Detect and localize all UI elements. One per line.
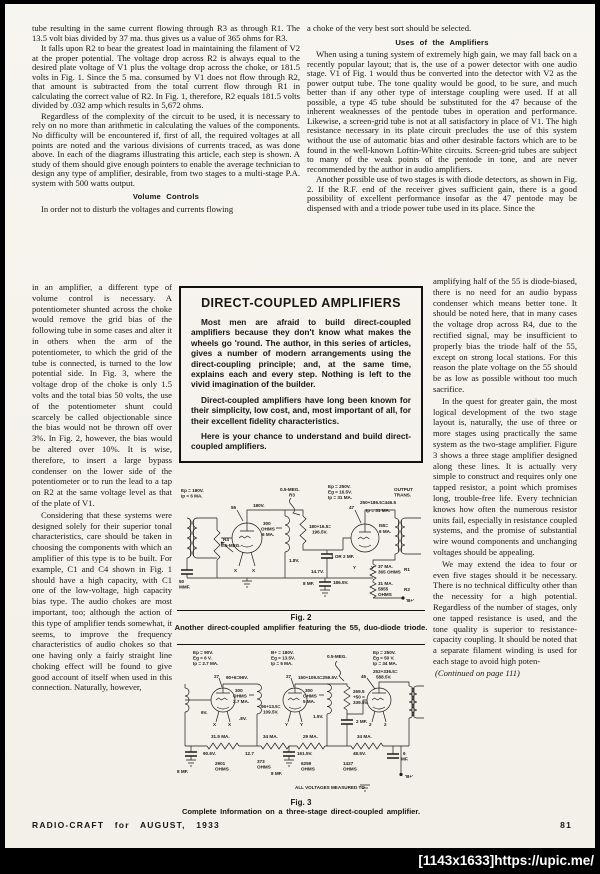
fig3-label: X — [213, 722, 217, 727]
fig2-label: Ep = 250V. — [328, 484, 351, 489]
fig3-label: 6259 — [301, 761, 312, 766]
fig3-label: 2.7 MA. — [233, 699, 250, 704]
fig2-label: 'B+' — [406, 598, 415, 603]
fig2-label: 180V. — [253, 503, 265, 508]
watermark-text: [1143x1633]https://upic.me/ — [418, 853, 594, 868]
fig3-title: Fig. 3 — [290, 798, 312, 807]
fig3-label: OHMS — [257, 764, 271, 770]
grounds — [242, 581, 330, 596]
fig3-label: 45 — [361, 674, 367, 679]
paragraph: In the quest for greater gain, the most logical development of the two stage layout is, naturally, the use of three or more stages using practically the same system as the two-stage amplifier. Figure 3 shows a three stage amplifier designed along these lines. It is actually very simple to construct and requires only one tapped resistor, a point which promises long, trouble-free life. Every technician knows how often the numerous resistor units fail, especially in resistance coupled systems, and the promise of substantial wire wound components and unchanging voltages should be appealing. — [433, 395, 577, 557]
fig3-drawing — [185, 661, 424, 791]
fig3-label: 252+336.5= — [373, 669, 398, 674]
fig2-label: OUTPUT — [394, 487, 413, 492]
junction-dot — [401, 596, 404, 599]
fig3-label: 339.5V. — [353, 700, 369, 705]
fig2-label: 1 OR 2 MF. — [331, 554, 355, 559]
fig2-label: 180+16.5= — [309, 524, 331, 529]
promo-paragraph: Here is your chance to understand and build direct-coupled amplifiers. — [191, 431, 411, 452]
divider-rule — [177, 610, 425, 611]
fig3-label: OHMS — [233, 693, 247, 699]
fig3-label: 48.5V. — [353, 751, 366, 756]
fig2-label: 31 MA. — [378, 581, 393, 586]
fig3-label: 8 MF. — [271, 771, 283, 776]
fig3-label: 29 MA. — [303, 734, 318, 739]
fig3-label: Ep = 250V. — [373, 650, 396, 655]
fig2-label: OHMS — [261, 526, 275, 532]
fig2-label: Eg = 16.5V. — [328, 489, 352, 495]
fig3-label: Eg = 6 V. — [193, 655, 212, 661]
promo-paragraph: Direct-coupled amplifiers have long been known for their simplicity, low cost, and, most important of all, for their excellent fidelity characteristics. — [191, 394, 411, 426]
fig3-label: 2 — [384, 722, 387, 727]
paragraph: When using a tuning system of extremely high gain, we may fall back on a recently popular layout; that is, the use of a power detector with one audio stage. V1 of Fig. 1 would thus be converted into the detector with V2 as the power output tube. The tone quality would be good, to be sure, and much better than if any other type of interstage coupling were used. If at all possible, a type 45 tube should be substituted for the 47 because of the inherent weaknesses of the pentode tubes in operation and performance. Likewise, a screen-grid tube is not at all satisfactory in place of V1. The high resistance necessary in its plate circuit precludes the use of this system without the use of automatic bias and other desirable factors which are to be found in the well-known Loftin-White circuits. Screen-grid tubes are subject to many of the weak points of the pentode in tone, and are never recommended by the author in audio amplifiers. — [307, 49, 577, 174]
fig2-label: 0.5-MEG. — [221, 543, 241, 548]
coils — [187, 516, 405, 558]
fig3-label: 109.5V. — [263, 709, 279, 715]
fig2-caption: Another direct-coupled amplifier featuring the 55, duo-diode triode. — [174, 623, 428, 632]
figure-2 — [177, 482, 425, 610]
fig2-label: X — [234, 568, 238, 573]
fig2-label: 250+186.5=446.5 — [360, 500, 397, 505]
fig3-label: 300 — [235, 688, 243, 693]
coils — [185, 684, 417, 718]
fig3-label: Ip = 2.7 MA. — [193, 661, 219, 666]
footer-magazine-title: RADIO-CRAFT for AUGUST, 1933 — [32, 820, 220, 830]
fig3-label: +50 = — [353, 694, 365, 700]
fig2-label: Y — [371, 565, 375, 570]
fig2-label: 186.5V. — [333, 580, 349, 585]
fig2-label: OHMS — [378, 592, 392, 597]
fig3-label: 0.5-MEG. — [327, 654, 347, 659]
fig3-label: MF. — [401, 756, 409, 762]
fig3-label: B+ = 180V. — [271, 650, 294, 655]
left-column-top — [32, 24, 300, 215]
fig3-label: 2 MF. — [356, 719, 368, 724]
left-column-narrow — [32, 282, 172, 694]
fig3-label: 27 — [286, 674, 292, 679]
fig2-label: Ep = 180V. — [181, 488, 204, 493]
fig3-label: Eg = 13.5V. — [271, 655, 295, 661]
fig3-labels — [177, 650, 413, 790]
fig3-label: Ep = 90V. — [193, 650, 214, 655]
fig3-label: X — [228, 722, 232, 727]
paragraph: Another possible use of two stages is with diode detectors, as shown in Fig. 2. If the R.F. end of the receiver gives sufficient gain, there is a good possibility of excellent performance insofar as the 47 pentode may be dispensed with and a triode power tube used in its place. Since the — [307, 174, 577, 213]
fig2-label: I55= — [379, 523, 389, 528]
fig3-label: Y — [285, 722, 289, 727]
fig2-schematic — [177, 482, 425, 610]
fig2-label: 55 — [231, 505, 237, 510]
figure-3 — [177, 648, 425, 796]
fig2-label: X — [252, 568, 256, 573]
fig2-label: 37 MA. — [378, 564, 393, 569]
watermark-bar — [0, 848, 600, 874]
fig3-label: .8V. — [239, 716, 247, 721]
fig3-label: 96+13.5= — [261, 704, 281, 709]
fig2-label: 365 OHMS — [378, 569, 401, 575]
continued-note: (Continued on page 111) — [435, 667, 520, 678]
fig3-label: OHMS — [343, 766, 357, 772]
paragraph: a choke of the very best sort should be selected. — [307, 23, 472, 33]
fig3-label: 300 — [305, 688, 313, 693]
fig3-label: ALL VOLTAGES MEASURED TO — [295, 785, 365, 790]
fig2-label: R1 — [404, 567, 410, 572]
promo-box-title: DIRECT-COUPLED AMPLIFIERS — [201, 296, 401, 310]
magazine-page — [5, 4, 595, 848]
fig2-label: R2 — [404, 587, 410, 592]
fig2-label: Ip = 31 MA. — [366, 508, 391, 513]
fig3-label: 90+6=96V. — [226, 675, 249, 680]
fig3-label: 34 MA. — [357, 734, 372, 739]
right-column-narrow — [433, 276, 577, 679]
fig3-label: OHMS — [301, 766, 315, 772]
fig3-label: Y — [300, 722, 304, 727]
fig2-label: 50 — [179, 579, 185, 584]
fig3-label: Ip = 34 MA. — [373, 661, 398, 666]
fig3-label: 161.5V. — [297, 751, 313, 756]
fig3-label: 269.5 — [353, 689, 365, 694]
page-number: 81 — [560, 820, 572, 830]
fig2-label: 6 MA. — [379, 529, 392, 534]
fig3-label: 6 — [403, 751, 406, 756]
fig3-label: 1.5V. — [313, 714, 324, 719]
fig3-schematic — [177, 648, 425, 796]
paragraph: Regardless of the complexity of the circuit to be used, it is necessary to rely on no more than arithmetic in calculating the values of the components. No difficulty will be encountered if, first of all, the required voltages at all points are noted and the various divisions of currents traced, as was done above. In each of the diagrams illustrating this article, each step is shown. A study of them should give enough pointers to enable the average technician to design any type of amplifier, desirable, from two stages to a multi-stage P.A. system with 500 watts output. — [32, 110, 300, 188]
section-heading-uses: Uses of the Amplifiers — [395, 37, 489, 47]
junction-dot — [399, 773, 402, 776]
fig3-label: 2 — [369, 722, 372, 727]
paragraph: Considering that these systems were designed solely for their superior tonal characteristics, care should be taken in choosing the components with which an amplifier of this type is to be built. For example, C1 and C4 shown in Fig. 1 should have a high capacity, with C1 one of the low-voltage, high capacity bias type. The audio chokes are most important, too; although the action of this type of amplifier tends somewhat, it seems, to improve the frequency characteristics of audio chokes so that one having only a fairly straight line choking effect will be found to give good account of itself when used in this connection. Naturally, however, — [32, 509, 172, 693]
fig2-label: R3 — [289, 492, 295, 498]
fig2-label: 196.5V. — [312, 529, 328, 535]
paragraph: In order not to disturb the voltages and currents flowing — [41, 203, 234, 214]
divider-rule — [177, 644, 425, 645]
fig2-label: 8 MF. — [303, 581, 315, 586]
fig2-label: 6 MA. — [262, 532, 275, 537]
fig2-label: Y — [353, 565, 357, 570]
fig2-label: MMF. — [179, 584, 191, 590]
fig3-label: 31.5 MA. — [211, 734, 230, 739]
promo-box — [179, 286, 423, 463]
fig2-label: Ip = 31 MA. — [328, 495, 353, 500]
fig3-label: 12.7 — [245, 751, 254, 756]
section-heading-volume-controls: Volume Controls — [132, 192, 200, 202]
fig3-label: 5 MA. — [303, 699, 316, 704]
fig3-label: 34 MA. — [263, 734, 278, 739]
fig2-labels — [179, 484, 414, 603]
paragraph: amplifying half of the 55 is diode-biased, there is no need for an audio bypass condenser which means better tone. It should be noted here, that in many cases the voltage drop across R4, due to the rectified signal, may be insufficient to properly bias the triode half of the 55, except on strong local stations. For this reason the plate voltage on the 55 should be as low as possible without too much sacrifice. — [433, 276, 577, 394]
fig3-label: 'B+' — [405, 774, 414, 779]
promo-paragraph: Most men are afraid to build direct-coupled amplifiers because they don't know what makes the wheels go 'round. The author, in this series of articles, gives a number of modern arrangements using the direct-coupling principle; and, at the same time, explains each and every step. Nothing is left to the vivid imagination of the builder. — [191, 317, 411, 390]
fig3-label: 373 — [257, 759, 265, 764]
fig2-label: 0.5-MEG. — [280, 487, 300, 492]
fig3-label: 27 — [214, 674, 220, 679]
fig2-label: 47 — [349, 505, 355, 510]
capacitors — [185, 720, 399, 758]
fig2-title: Fig. 2 — [290, 613, 312, 622]
fig2-label: 5855 — [378, 586, 389, 592]
right-column-top — [307, 24, 577, 214]
fig3-label: OHMS — [303, 693, 317, 699]
paragraph: in an amplifier, a different type of volume control is necessary. A potentiometer shunted across the choke would remove the grid bias of the following tube in some cases and alter it in others when the arm of the potentiometer, to which the grid of the tube is connected, is turned to the low potential side. In Fig. 3, where the voltage drop of the choke is only 1.5 volts and the total bias 50 volts, the use of the potentiometer shunt could scarcely be called objectionable since the bias would not be thrown off over 3%. In Fig. 2, however, the bias would be altered over 10%. It is wise, therefore, to insert a large bypass condenser on the lower side of the potentiometer or to run the lead to a tap on R2 at the same voltage level as that of the plate of V1. — [32, 282, 172, 508]
fig2-label: TRANS. — [394, 492, 412, 498]
fig2-label: 14.7V. — [311, 569, 324, 574]
fig3-label: 8 MF. — [177, 769, 189, 774]
fig3-label: Ip = 5 MA. — [271, 661, 293, 666]
fig2-label: R4 — [223, 537, 229, 542]
fig3-label: 6V. — [201, 710, 208, 715]
fig3-label: 2901 — [215, 761, 226, 766]
fig3-label: 150+109.5=259.5V. — [298, 675, 338, 680]
fig3-label: 588.5V. — [376, 674, 392, 680]
fig3-caption: Complete Information on a three-stage direct-coupled amplifier. — [181, 807, 421, 816]
fig3-label: 1427 — [343, 761, 354, 766]
fig2-label: 300 — [263, 521, 271, 526]
fig3-label: OHMS — [215, 766, 229, 772]
page-footer — [32, 820, 572, 830]
fig2-label: Ip = 6 MA. — [181, 493, 203, 499]
fig3-label: 90.6V. — [203, 751, 216, 756]
paragraph: We may extend the idea to four or even five stages should it be necessary. There is no technical difficulty other than the necessity for a high potential. Regardless of the number of stages, only one tapped resistance is used, and the tone quality is superior to resistance-capacity coupling. It should be noted that a separate filament winding is used for each stage to avoid high poten- — [433, 558, 577, 666]
fig2-label: 1.8V. — [289, 558, 300, 563]
paragraph: tube resulting in the same current flowing through R3 as through R1. The 13.5 volt bias divided by 37 ma. thus gives us a value of 365 ohms for R3. — [32, 23, 300, 43]
paragraph: It falls upon R2 to bear the greatest load in maintaining the filament of V2 at the proper potential. The voltage drop across R2 is always equal to the desired plate voltage of V1 plus the voltage drop across the choke, or 181.5 volts in Fig. 1. Since the 5 ma. consumed by V1 does not flow through R2, that amount is subtracted from the total current flow through R1 in calculating the correct value of R2. In Fig. 1, therefore, R2 equals 181.5 volts divided by .032 amp which results in 5,672 ohms. — [32, 43, 300, 111]
fig3-label: Eg = 50 V. — [373, 655, 395, 661]
